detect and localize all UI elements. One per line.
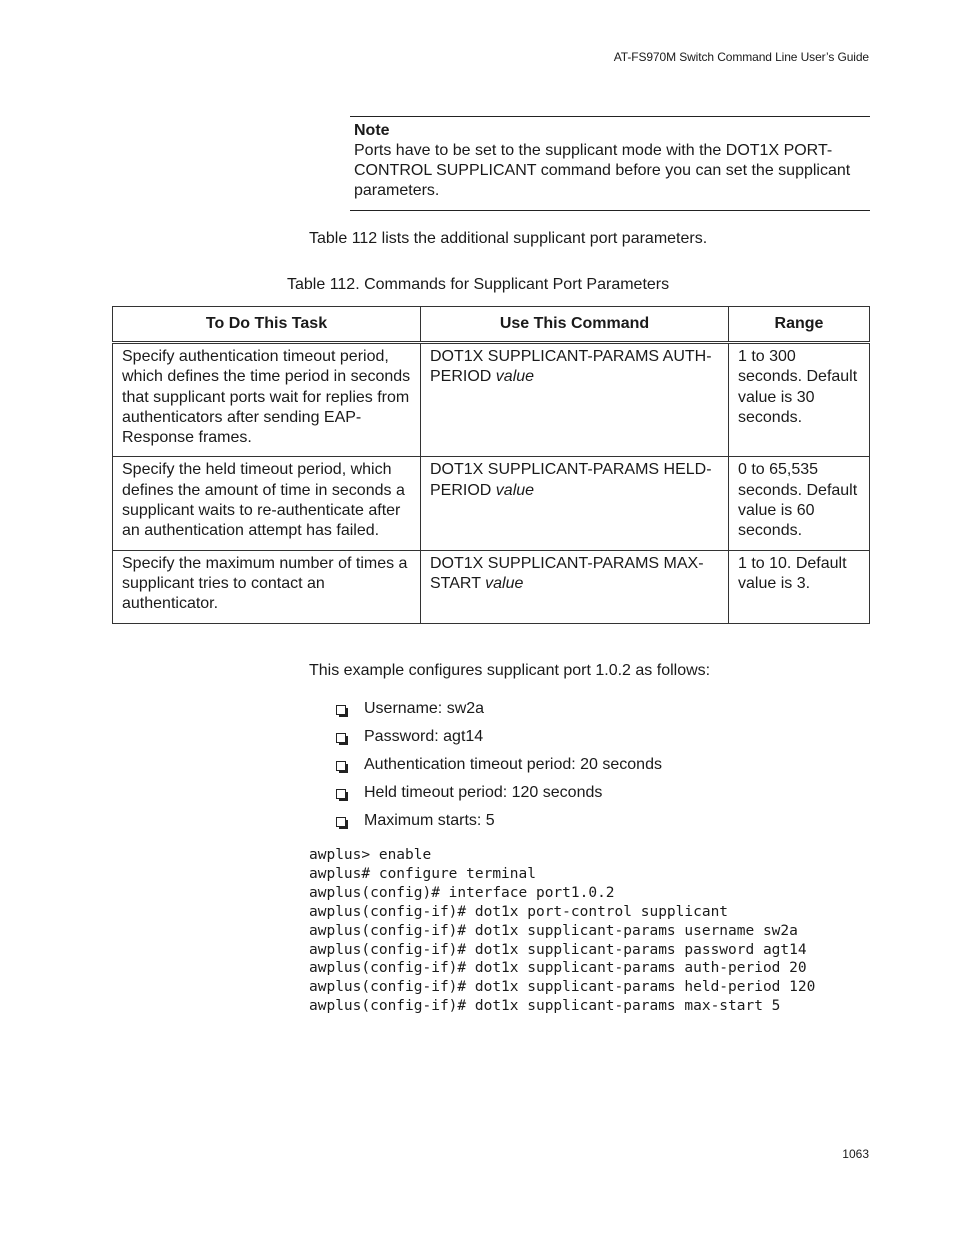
command-argument: value (495, 368, 535, 386)
checkbox-bullet-icon (336, 733, 346, 743)
command-argument: value (485, 574, 524, 592)
list-item (336, 754, 662, 782)
page-number: 1063 (842, 1147, 869, 1161)
command-text: DOT1X SUPPLICANT-PARAMS MAX-START (430, 554, 704, 592)
command-text: DOT1X SUPPLICANT-PARAMS AUTH-PERIOD (430, 348, 712, 386)
command-cell (421, 457, 729, 550)
list-item (336, 810, 662, 838)
task-cell: Specify authentication timeout period, which defines the time period in seconds that supplicant ports wait for replies from authenticators after sending EAP-Response frames. (113, 343, 421, 457)
list-item-text: Username: sw2a (364, 700, 485, 717)
task-cell: Specify the maximum number of times a supplicant tries to contact an authenticator. (113, 550, 421, 623)
list-item-text: Authentication timeout period: 20 seconds (364, 756, 662, 773)
list-item-text: Maximum starts: 5 (364, 812, 495, 829)
table-row (113, 550, 870, 623)
example-intro-paragraph: This example configures supplicant port 1.0.2 as follows: (309, 662, 711, 679)
table-header-row (113, 307, 870, 343)
list-item (336, 782, 662, 810)
list-item-text: Password: agt14 (364, 728, 484, 745)
example-settings-list (336, 698, 662, 838)
note-box (350, 116, 870, 211)
range-cell: 1 to 10. Default value is 3. (729, 550, 870, 623)
note-body: Ports have to be set to the supplicant mode with the DOT1X PORT-CONTROL SUPPLICANT command before you can set the supplicant parameters. (354, 142, 851, 199)
supplicant-parameters-table (112, 306, 870, 624)
checkbox-bullet-icon (336, 705, 346, 715)
table-row (113, 343, 870, 457)
table-row (113, 457, 870, 550)
checkbox-bullet-icon (336, 789, 346, 799)
column-header-task: To Do This Task (113, 307, 421, 343)
command-cell (421, 550, 729, 623)
column-header-range: Range (729, 307, 870, 343)
checkbox-bullet-icon (336, 817, 346, 827)
note-title: Note (354, 122, 390, 139)
column-header-command: Use This Command (421, 307, 729, 343)
running-header: AT-FS970M Switch Command Line User’s Guide (613, 50, 869, 64)
list-item (336, 726, 662, 754)
task-cell: Specify the held timeout period, which defines the amount of time in seconds a supplicant waits to re-authenticate after an authentication attempt has failed. (113, 457, 421, 550)
command-text: DOT1X SUPPLICANT-PARAMS HELD-PERIOD (430, 461, 712, 499)
list-item-text: Held timeout period: 120 seconds (364, 784, 603, 801)
range-cell: 1 to 300 seconds. Default value is 30 seconds. (729, 343, 870, 457)
table-intro-paragraph: Table 112 lists the additional supplicant port parameters. (309, 230, 708, 247)
cli-example-code: awplus> enable awplus# configure terminal awplus(config)# interface port1.0.2 awplus(config-if)# dot1x port-control supplicant awplus(config-if)# dot1x supplicant-params username sw2a awplus(config-if)# dot1x supplicant-params password agt14 awplus(config-if)# dot1x supplicant-params auth-period 20 awplus(config-if)# dot1x supplicant-params held-period 120 awplus(config-if)# dot1x supplicant-params max-start 5 (309, 847, 816, 1015)
list-item (336, 698, 662, 726)
range-cell: 0 to 65,535 seconds. Default value is 60 seconds. (729, 457, 870, 550)
checkbox-bullet-icon (336, 761, 346, 771)
command-argument: value (495, 481, 535, 499)
table-caption: Table 112. Commands for Supplicant Port Parameters (287, 276, 670, 293)
command-cell (421, 343, 729, 457)
